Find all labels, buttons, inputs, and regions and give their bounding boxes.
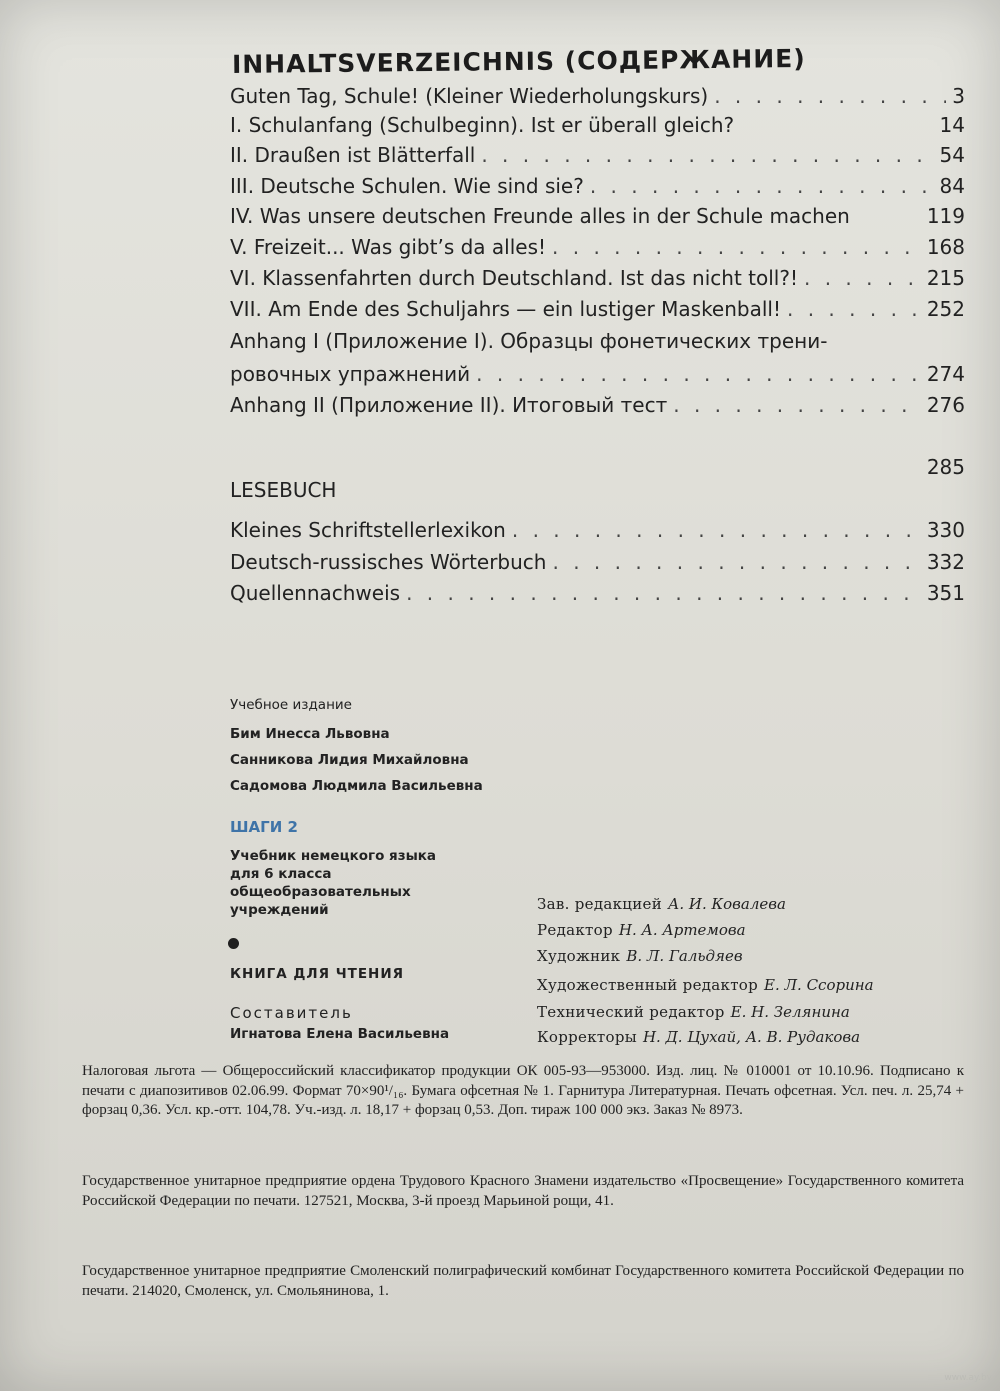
- toc-entry: [230, 393, 965, 417]
- author-name: Садомова Людмила Васильевна: [230, 778, 483, 794]
- toc-entry: [230, 113, 965, 137]
- toc-leader-dots: [552, 550, 920, 574]
- book-description: Учебник немецкого языка: [230, 848, 437, 864]
- toc-entry-page: 168: [926, 235, 965, 259]
- toc-lesebuch-page: 285: [926, 455, 965, 479]
- toc-entry-page: 274: [926, 362, 965, 386]
- compiler-name: Игнатова Елена Васильевна: [230, 1026, 450, 1042]
- book-type: КНИГА ДЛЯ ЧТЕНИЯ: [230, 966, 405, 982]
- toc-entry-continued: [230, 362, 965, 386]
- series-title: ШАГИ 2: [230, 818, 298, 836]
- toc-entry-label: Anhang II (Приложение II). Итоговый тест: [230, 393, 668, 417]
- toc-appendix-entry: [230, 550, 965, 574]
- staff-person: Н. А. Артемова: [618, 921, 746, 939]
- toc-entry-label: VII. Am Ende des Schuljahrs — ein lustiger Maskenball!: [230, 297, 781, 321]
- bullet-dot: [228, 938, 239, 949]
- book-description: общеобразовательных: [230, 884, 411, 900]
- toc-entry: [230, 204, 965, 228]
- toc-entry-page: 54: [939, 143, 965, 167]
- staff-person: Е. Л. Ссорина: [764, 976, 874, 994]
- toc-lesebuch: [230, 455, 965, 479]
- toc-leader-dots: [590, 174, 934, 198]
- imprint-tax-text: Налоговая льгота — Общероссийский классификатор продукции ОК 005-93—953000. Изд. лиц. № 010001 от 10.10.96. Подписано к печати с диапозитивов 02.06.99. Формат 70×90¹/₁₆. Бумага офсетная № 1. Гарнитура Литературная. Печать офсетная. Усл. печ. л. 25,74 + форзац 0,36. Усл. кр.-отт. 104,78. Уч.-изд. л. 18,17 + форзац 0,53. Доп. тираж 100 000 экз. Заказ № 8973.: [82, 1063, 964, 1118]
- toc-entry-page: 252: [926, 297, 965, 321]
- book-description: для 6 класса: [230, 866, 332, 882]
- toc-title: INHALTSVERZEICHNIS (СОДЕРЖАНИЕ): [231, 43, 806, 79]
- imprint-publisher-block: [82, 1172, 964, 1211]
- toc-entry-label: III. Deutsche Schulen. Wie sind sie?: [230, 174, 584, 198]
- toc-entry-page: 14: [939, 113, 965, 137]
- toc-leader-dots: [673, 393, 921, 417]
- toc-entry-label: II. Draußen ist Blätterfall: [230, 143, 476, 167]
- toc-leader-dots: [787, 297, 921, 321]
- toc-entry-label: Guten Tag, Schule! (Kleiner Wiederholungskurs): [230, 84, 709, 108]
- toc-leader-dots: [481, 143, 933, 167]
- compiler-label: Составитель: [230, 1004, 353, 1022]
- staff-person: Е. Н. Зелянина: [730, 1003, 850, 1021]
- toc-leader-dots: [552, 235, 921, 259]
- staff-person: Н. Д. Цухай, А. В. Рудакова: [642, 1028, 861, 1046]
- toc-entry-page: 351: [926, 581, 965, 605]
- toc-entry-page: 84: [939, 174, 965, 198]
- staff-role: Художественный редактор: [537, 976, 759, 994]
- staff-line: [537, 921, 746, 939]
- toc-appendix-entry: [230, 518, 965, 542]
- toc-entry: [230, 329, 965, 353]
- toc-entry-page: 3: [952, 84, 965, 108]
- book-description: учреждений: [230, 902, 329, 918]
- toc-leader-dots: [406, 581, 921, 605]
- toc-entry-label: ровочных упражнений: [230, 362, 471, 386]
- toc-entry-label: I. Schulanfang (Schulbeginn). Ist er überall gleich?: [230, 113, 735, 137]
- toc-entry-label: Anhang I (Приложение I). Образцы фонетических трени-: [230, 329, 828, 353]
- toc-entry-label: V. Freizeit... Was gibt’s da alles!: [230, 235, 547, 259]
- toc-entry: [230, 143, 965, 167]
- staff-line: [537, 976, 874, 994]
- toc-entry: [230, 235, 965, 259]
- toc-entry-label: IV. Was unsere deutschen Freunde alles in der Schule machen: [230, 204, 850, 228]
- toc-entry-label: Deutsch-russisches Wörterbuch: [230, 550, 547, 574]
- imprint-tax-block: [82, 1062, 964, 1121]
- toc-entry: [230, 84, 965, 108]
- author-name: Бим Инесса Львовна: [230, 726, 390, 742]
- staff-line: [537, 895, 786, 913]
- staff-line: [537, 1028, 860, 1046]
- staff-person: В. Л. Гальдяев: [626, 947, 743, 965]
- toc-entry-page: 276: [926, 393, 965, 417]
- staff-role: Корректоры: [537, 1028, 637, 1046]
- lesebuch-heading: LESEBUCH: [230, 478, 337, 502]
- staff-role: Художник: [537, 947, 621, 965]
- edition-type: Учебное издание: [230, 697, 352, 713]
- staff-role: Зав. редакцией: [537, 895, 663, 913]
- toc-entry-label: Kleines Schriftstellerlexikon: [230, 518, 506, 542]
- toc-entry-page: 332: [926, 550, 965, 574]
- toc-appendix-entry: [230, 581, 965, 605]
- imprint-printer-block: [82, 1262, 964, 1301]
- toc-leader-dots: [512, 518, 921, 542]
- toc-leader-dots: [714, 84, 946, 108]
- toc-entry-page: 215: [926, 266, 965, 290]
- imprint-printer-text: Государственное унитарное предприятие Смоленский полиграфический комбинат Государственного комитета Российской Федерации по печати. 214020, Смоленск, ул. Смольянинова, 1.: [82, 1263, 964, 1299]
- toc-entry: [230, 297, 965, 321]
- toc-leader-dots: [804, 266, 921, 290]
- toc-leader-dots: [476, 362, 921, 386]
- staff-role: Технический редактор: [537, 1003, 725, 1021]
- toc-entry: [230, 174, 965, 198]
- staff-line: [537, 1003, 850, 1021]
- toc-entry: [230, 266, 965, 290]
- toc-entry-label: VI. Klassenfahrten durch Deutschland. Ist das nicht toll?!: [230, 266, 798, 290]
- staff-person: А. И. Ковалева: [668, 895, 786, 913]
- staff-line: [537, 947, 743, 965]
- toc-entry-page: 330: [926, 518, 965, 542]
- staff-role: Редактор: [537, 921, 613, 939]
- watermark-text: www.ay.by: [944, 1373, 992, 1383]
- toc-entry-label: Quellennachweis: [230, 581, 401, 605]
- author-name: Санникова Лидия Михайловна: [230, 752, 469, 768]
- imprint-publisher-text: Государственное унитарное предприятие ордена Трудового Красного Знамени издательство «Просвещение» Государственного комитета Российской Федерации по печати. 127521, Москва, 3-й проезд Марьиной рощи, 41.: [82, 1173, 964, 1209]
- toc-entry-page: 119: [926, 204, 965, 228]
